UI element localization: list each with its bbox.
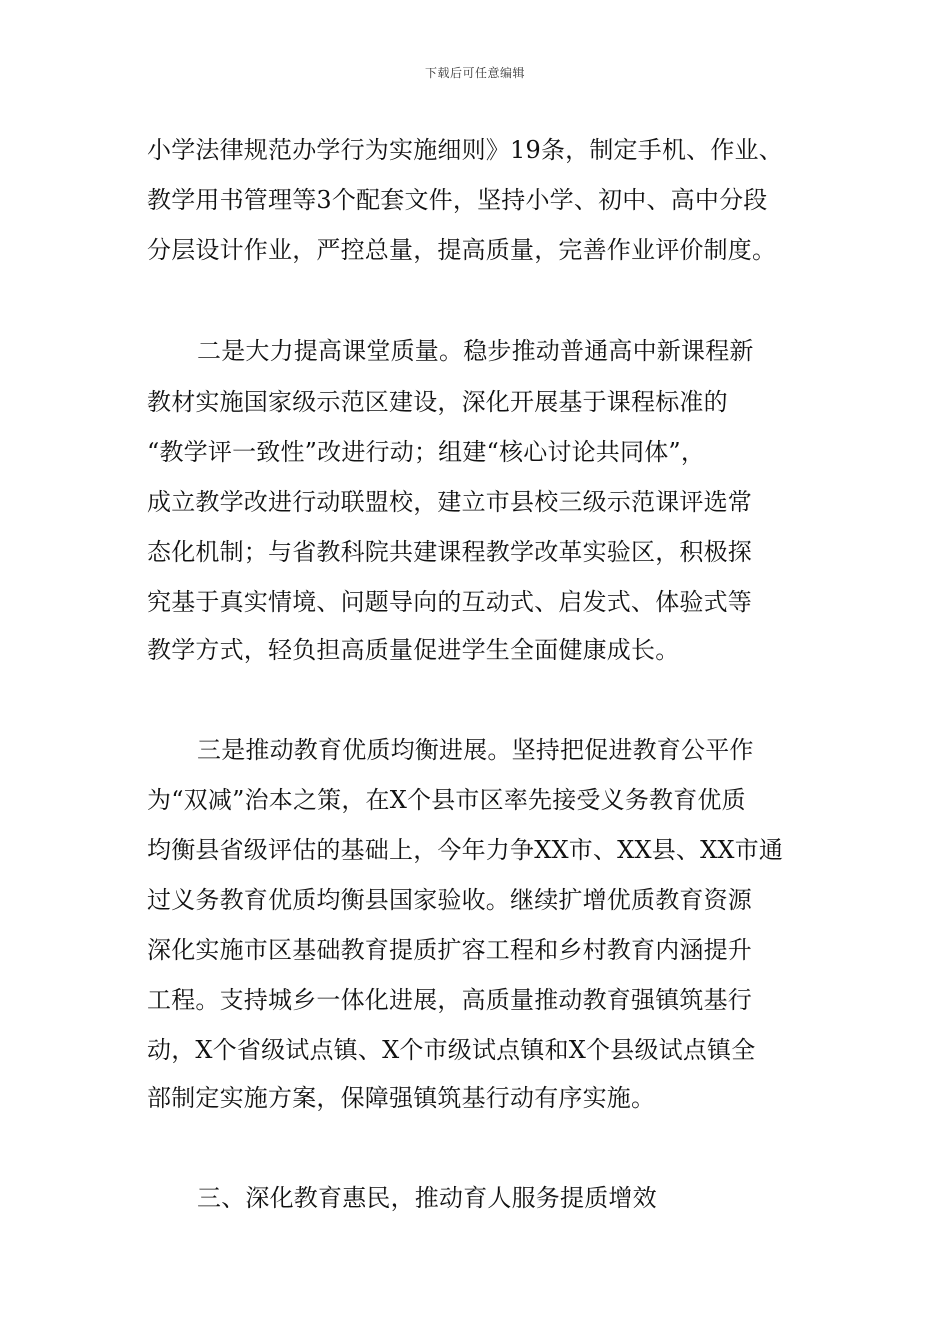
paragraph-1-line-3: 分层设计作业，严控总量，提高质量，完善作业评价制度。 <box>147 236 777 264</box>
paragraph-1-line-1: 小学法律规范办学行为实施细则》19条，制定手机、作业、 <box>147 136 783 164</box>
paragraph-2-line-1: 二是大力提高课堂质量。稳步推动普通高中新课程新 <box>197 337 754 365</box>
paragraph-3-line-7: 动，X个省级试点镇、X个市级试点镇和X个县级试点镇全 <box>147 1036 756 1064</box>
paragraph-3-line-2: 为“双减”治本之策，在X个县市区率先接受义务教育优质 <box>147 786 746 814</box>
paragraph-2-line-7: 教学方式，轻负担高质量促进学生全面健康成长。 <box>147 636 680 664</box>
paragraph-3-line-8: 部制定实施方案，保障强镇筑基行动有序实施。 <box>147 1084 656 1112</box>
paragraph-2-line-5: 态化机制；与省教科院共建课程教学改革实验区，积极探 <box>147 538 752 566</box>
paragraph-3-line-6: 工程。支持城乡一体化进展，高质量推动教育强镇筑基行 <box>147 986 752 1014</box>
paragraph-2-line-3: “教学评一致性”改进行动；组建“核心讨论共同体”， <box>147 438 706 466</box>
section-heading: 三、深化教育惠民，推动育人服务提质增效 <box>197 1184 657 1212</box>
paragraph-3-line-1: 三是推动教育优质均衡进展。坚持把促进教育公平作 <box>197 736 754 764</box>
paragraph-1-line-2: 教学用书管理等3个配套文件，坚持小学、初中、高中分段 <box>147 186 768 214</box>
paragraph-3-line-5: 深化实施市区基础教育提质扩容工程和乡村教育内涵提升 <box>147 936 752 964</box>
paragraph-3-line-3: 均衡县省级评估的基础上，今年力争XX市、XX县、XX市通 <box>147 836 784 864</box>
paragraph-3-line-4: 过义务教育优质均衡县国家验收。继续扩增优质教育资源 <box>147 886 752 914</box>
header-note: 下载后可任意编辑 <box>424 66 525 80</box>
paragraph-2-line-2: 教材实施国家级示范区建设，深化开展基于课程标准的 <box>147 388 728 416</box>
paragraph-2-line-4: 成立教学改进行动联盟校，建立市县校三级示范课评选常 <box>147 488 752 516</box>
paragraph-2-line-6: 究基于真实情境、问题导向的互动式、启发式、体验式等 <box>147 588 752 616</box>
